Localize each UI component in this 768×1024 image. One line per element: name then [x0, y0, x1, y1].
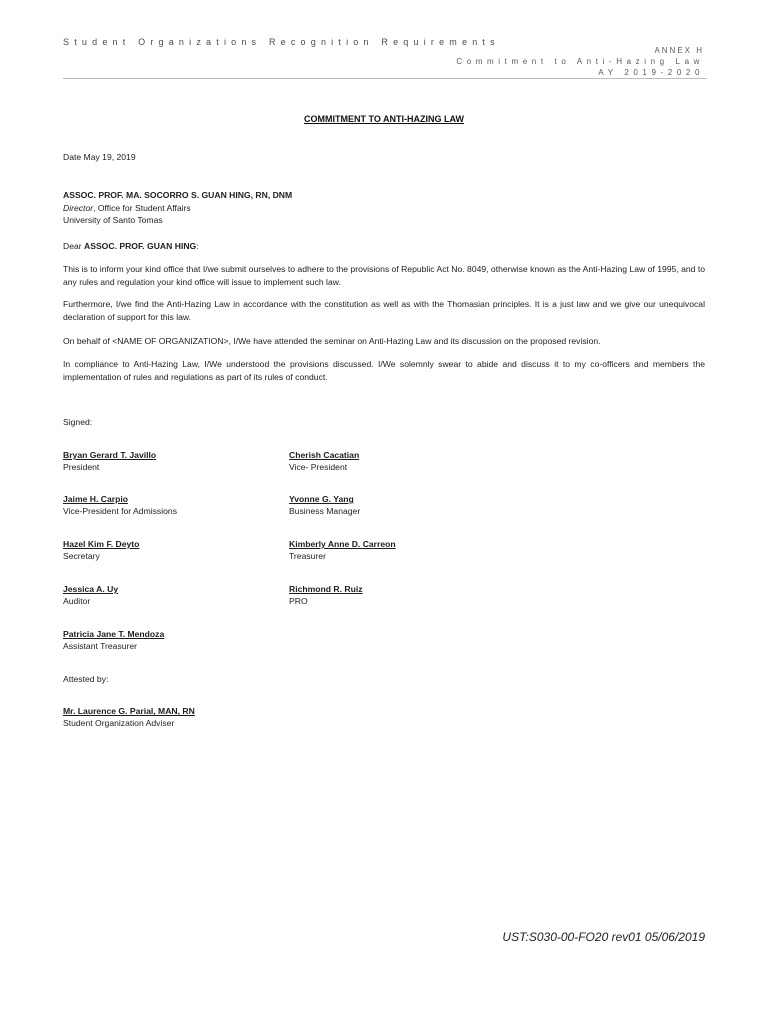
- document-title: COMMITMENT TO ANTI-HAZING LAW: [304, 114, 464, 124]
- signatory-block: [63, 494, 177, 517]
- signed-label: Signed:: [63, 417, 93, 427]
- signatory-name: Jaime H. Carpio: [63, 494, 128, 504]
- signatory-name: Patricia Jane T. Mendoza: [63, 629, 165, 639]
- letter-date: Date May 19, 2019: [63, 152, 136, 162]
- signatory-role: PRO: [289, 595, 308, 606]
- signatory-block: [63, 629, 164, 652]
- recipient-title: [63, 202, 191, 215]
- paragraph-1: This is to inform your kind office that I/we submit ourselves to adhere to the provisions of Republic Act No. 8049, otherwise known as the Anti-Hazing Law of 1995, and to any rules and regulation your kind office will issue to implement such law.: [63, 264, 705, 287]
- signatory-name: Richmond R. Ruiz: [289, 584, 363, 594]
- header-title: Student Organizations Recognition Requirements: [63, 37, 500, 47]
- header-subtitle: Commitment to Anti-Hazing Law: [456, 57, 704, 66]
- signatory-role: Vice-President for Admissions: [63, 505, 177, 516]
- attested-label: Attested by:: [63, 674, 109, 684]
- signatory-role: President: [63, 461, 100, 472]
- signatory-role: Assistant Treasurer: [63, 640, 138, 651]
- signatory-role: Secretary: [63, 550, 100, 561]
- salutation-suffix: :: [196, 241, 199, 251]
- adviser-role: Student Organization Adviser: [63, 717, 175, 728]
- signatory-block: [289, 584, 363, 607]
- signatory-name: Bryan Gerard T. Javillo: [63, 450, 157, 460]
- signatory-name: Cherish Cacatian: [289, 450, 360, 460]
- paragraph-4: In compliance to Anti-Hazing Law, I/We understood the provisions discussed. I/We solemnly swear to abide and discuss it to my co-officers and members the implementation of rules and regulations as part of its rules of conduct.: [63, 359, 705, 382]
- paragraph-2: Furthermore, I/we find the Anti-Hazing Law in accordance with the constitution as well as with the Thomasian principles. It is a just law and we give our unequivocal declaration of support for this law.: [63, 299, 705, 322]
- recipient-university: University of Santo Tomas: [63, 215, 163, 225]
- header-divider: [63, 78, 707, 79]
- signatory-role: Vice- President: [289, 461, 348, 472]
- signatory-role: Treasurer: [289, 550, 326, 561]
- salutation: [63, 240, 199, 253]
- academic-year: AY 2019-2020: [598, 68, 704, 77]
- adviser-name: Mr. Laurence G. Parial, MAN, RN: [63, 706, 195, 716]
- signatory-block: [289, 450, 359, 473]
- annex-label: ANNEX H: [654, 46, 704, 55]
- recipient-title-italic: Director: [63, 203, 94, 213]
- recipient-name: ASSOC. PROF. MA. SOCORRO S. GUAN HING, RN, DNM: [63, 190, 293, 200]
- signatory-block: [289, 539, 396, 562]
- salutation-name: ASSOC. PROF. GUAN HING: [84, 241, 197, 251]
- signatory-name: Yvonne G. Yang: [289, 494, 354, 504]
- signatory-block: [63, 539, 139, 562]
- header-right-block: [456, 45, 704, 78]
- signatory-block: [289, 494, 360, 517]
- paragraph-3: On behalf of <NAME OF ORGANIZATION>, I/We have attended the seminar on Anti-Hazing Law and its discussion on the proposed revision.: [63, 336, 601, 346]
- signatory-block: [63, 450, 156, 473]
- form-code: UST:S030-00-FO20 rev01 05/06/2019: [502, 930, 705, 944]
- salutation-prefix: Dear: [63, 241, 85, 251]
- signatory-role: Business Manager: [289, 505, 361, 516]
- recipient-title-rest: , Office for Student Affairs: [93, 203, 191, 213]
- signatory-name: Jessica A. Uy: [63, 584, 119, 594]
- adviser-block: [63, 706, 195, 729]
- signatory-name: Kimberly Anne D. Carreon: [289, 539, 396, 549]
- signatory-block: [63, 584, 118, 607]
- signatory-role: Auditor: [63, 595, 91, 606]
- signatory-name: Hazel Kim F. Deyto: [63, 539, 140, 549]
